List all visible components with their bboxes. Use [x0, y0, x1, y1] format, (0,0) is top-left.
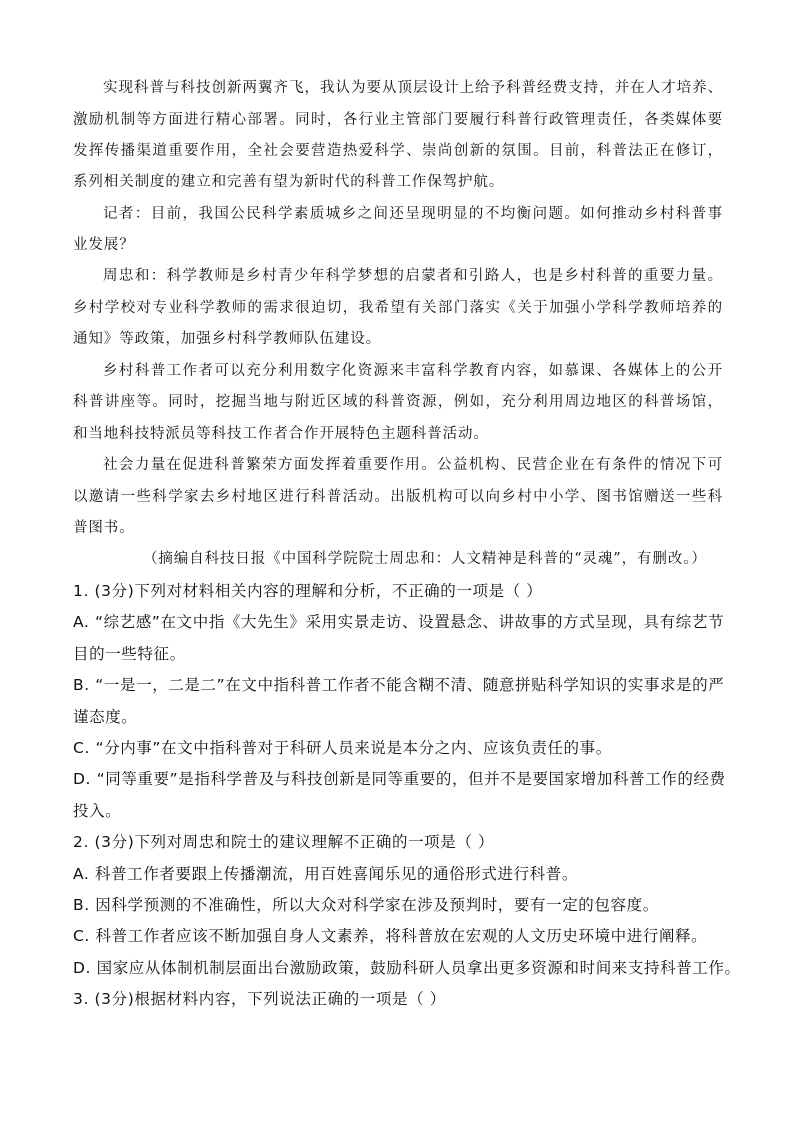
question-1-option-c: C. “分内事”在文中指科普对于科研人员来说是本分之内、应该负责任的事。	[73, 739, 612, 757]
passage-text-line: 乡村学校对专业科学教师的需求很迫切，我希望有关部门落实《关于加强小学科学教师培养的	[73, 300, 723, 316]
question-2-stem: 2. (3分)下列对周忠和院士的建议理解不正确的一项是（ ）	[73, 833, 495, 851]
question-1-option-a: A. “综艺感”在文中指《大先生》采用实景走访、设置悬念、讲故事的方式呈现，具有综艺节	[73, 613, 725, 631]
question-1-option-d: D. “同等重要”是指科学普及与科技创新是同等重要的，但并不是要国家增加科普工作的经费	[73, 770, 726, 788]
question-2-option-b: B. 因科学预测的不准确性，所以大众对科学家在涉及预判时，要有一定的包容度。	[73, 896, 659, 914]
passage-text-line: 以邀请一些科学家去乡村地区进行科普活动。出版机构可以向乡村中小学、图书馆赠送一些科	[73, 489, 723, 505]
question-1-option-d-cont: 投入。	[73, 802, 122, 820]
passage-text-line: 社会力量在促进科普繁荣方面发挥着重要作用。公益机构、民营企业在有条件的情况下可	[103, 457, 723, 473]
passage-text-line: 系列相关制度的建立和完善有望为新时代的科普工作保驾护航。	[73, 174, 505, 190]
passage-text-line: 周忠和：科学教师是乡村青少年科学梦想的启蒙者和引路人，也是乡村科普的重要力量。	[103, 268, 723, 284]
question-1-option-b: B. “一是一，二是二”在文中指科普工作者不能含糊不清、随意拼贴科学知识的实事求是的严	[73, 676, 725, 694]
passage-text-line: 科普讲座等。同时，挖掘当地与附近区域的科普资源，例如，充分利用周边地区的科普场馆，	[73, 394, 723, 410]
interviewer-question-line: 业发展？	[73, 237, 135, 253]
source-citation: （摘编自科技日报《中国科学院院士周忠和：人文精神是科普的“灵魂”，有删改。）	[143, 551, 707, 567]
question-1-stem: 1. (3分)下列对材料相关内容的理解和分析，不正确的一项是（ ）	[73, 582, 543, 600]
passage-text-line: 和当地科技特派员等科技工作者合作开展特色主题科普活动。	[73, 426, 489, 442]
passage-text-line: 激励机制等方面进行精心部署。同时，各行业主管部门要履行科普行政管理责任，各类媒体要	[73, 112, 723, 128]
question-1-option-b-cont: 谨态度。	[73, 708, 138, 726]
question-1-option-a-cont: 目的一些特征。	[73, 645, 186, 663]
question-2-option-a: A. 科普工作者要跟上传播潮流，用百姓喜闻乐见的通俗形式进行科普。	[73, 865, 578, 883]
passage-text-line: 普图书。	[73, 520, 135, 536]
question-2-option-d: D. 国家应从体制机制层面出台激励政策，鼓励科研人员拿出更多资源和时间来支持科普工作。	[73, 959, 741, 977]
passage-text-line: 乡村科普工作者可以充分利用数字化资源来丰富科学教育内容，如慕课、各媒体上的公开	[103, 363, 723, 379]
passage-text-line: 发挥传播渠道重要作用，全社会要营造热爱科学、崇尚创新的氛围。目前，科普法正在修订，	[73, 143, 723, 159]
question-2-option-c: C. 科普工作者应该不断加强自身人文素养，将科普放在宏观的人文历史环境中进行阐释。	[73, 927, 708, 945]
question-3-stem: 3. (3分)根据材料内容，下列说法正确的一项是（ ）	[73, 990, 446, 1008]
passage-text-line: 实现科普与科技创新两翼齐飞，我认为要从顶层设计上给予科普经费支持，并在人才培养、	[103, 80, 723, 96]
interviewer-question-line: 记者：目前，我国公民科学素质城乡之间还呈现明显的不均衡问题。如何推动乡村科普事	[103, 206, 723, 222]
passage-text-line: 通知》等政策，加强乡村科学教师队伍建设。	[73, 331, 381, 347]
